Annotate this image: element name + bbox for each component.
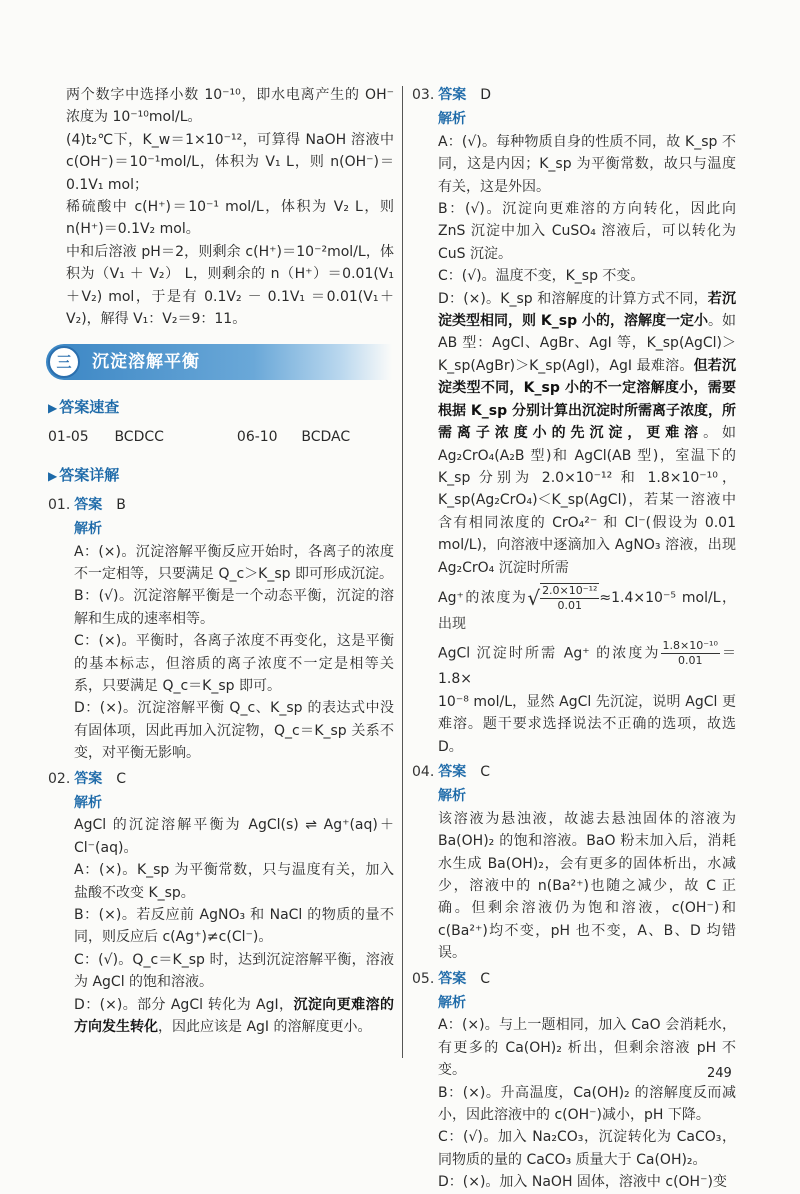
fraction: $\frac{\text{2.0×10⁻¹²}}{0.01}$	[542, 583, 598, 612]
answer-label: 答案	[438, 763, 467, 780]
analysis-text: D：(×)。加入 NaOH 固体，溶液中 c(OH⁻)变	[438, 1174, 727, 1191]
question-header: 05. 答案 C	[412, 970, 491, 987]
text-block: 稀硫酸中 c(H⁺)＝10⁻¹ mol/L，体积为 V₂ L，则 n(H⁺)＝0.1V₂ mol。	[66, 199, 394, 238]
page-number: 249	[707, 1066, 732, 1081]
analysis-text: D：(×)。沉淀溶解平衡 Q_c、K_sp 的表达式中没有固体项，因此再加入沉淀物，Q_c＝K_sp 关系不变，对平衡无影响。	[74, 700, 394, 762]
quick-check-heading: ▶ 答案速查	[48, 398, 120, 417]
text-block: (4)t₂℃下，K_w＝1×10⁻¹²，可算得 NaOH 溶液中 c(OH⁻)＝10⁻¹mol/L，体积为 V₁ L，则 n(OH⁻)＝0.1V₁ mol；	[66, 131, 394, 193]
answer-value: C	[480, 970, 491, 987]
analysis-text: D：(×)。K_sp 和溶解度的计算方式不同，若沉淀类型相同，则 K_sp 小的，溶解度一定小。如 AB 型：AgCl、AgBr、AgI 等，K_sp(AgCl)＞K_sp(AgBr)＞K_sp(AgI)，AgI 最难溶。但若沉淀类型不同，K_sp 小的不一定溶解度小，需要根据 K_sp 分别计算出沉淀时所需离子浓度，所需离子浓度小的先沉淀，更难溶。如 Ag₂CrO₄(A₂B 型)和 AgCl(AB 型)，室温下的 K_sp 分别为 2.0×10⁻¹² 和 1.8×10⁻¹⁰，K_sp(Ag₂CrO₄)＜K_sp(AgCl)，若某一溶液中含有相同浓度的 CrO₄²⁻ 和 Cl⁻(假设为 0.01 mol/L)，向溶液中逐滴加入 AgNO₃ 溶液，出现 Ag₂CrO₄ 沉淀时所需	[438, 290, 737, 576]
analysis-text: A：(×)。与上一题相同，加入 CaO 会消耗水，有更多的 Ca(OH)₂ 析出，但剩余溶液 pH 不变。	[438, 1017, 736, 1079]
question-header: 04. 答案 C	[412, 763, 491, 780]
analysis-text: A：(×)。沉淀溶解平衡反应开始时，各离子的浓度不一定相等，只要满足 Q_c＞K_sp 即可形成沉淀。	[74, 543, 394, 582]
text-block: 两个数字中选择小数 10⁻¹⁰，即水电离产生的 OH⁻ 浓度为 10⁻¹⁰mol/L。	[66, 87, 394, 126]
answer-value: C	[480, 763, 491, 780]
question-header: 02. 答案 C	[48, 770, 127, 787]
answer-letters: BCDAC	[301, 428, 351, 445]
analysis-text: C：(×)。平衡时，各离子浓度不再变化，这是平衡的基本标志，但溶质的离子浓度不一定是相等关系，只要满足 Q_c＝K_sp 即可。	[74, 633, 394, 694]
analysis-label: 解析	[438, 111, 466, 128]
section-title: 沉淀溶解平衡	[92, 352, 200, 373]
section-banner	[46, 344, 392, 380]
analysis-label: 解析	[438, 788, 466, 805]
left-column	[48, 84, 394, 1038]
analysis-text: C：(√)。Q_c＝K_sp 时，达到沉淀溶解平衡，溶液为 AgCl 的饱和溶液。	[74, 951, 394, 991]
analysis-label: 解析	[438, 995, 466, 1012]
section-number-icon: 三	[48, 346, 80, 378]
answer-value: C	[116, 770, 127, 787]
detail-heading: ▶ 答案详解	[48, 466, 120, 485]
formula-line: AgCl 沉淀时所需 Ag⁺ 的浓度为 $\frac{\text{1.8×10⁻¹⁰}}{0.01}$ ＝1.8×	[438, 639, 736, 688]
analysis-text: C：(√)。温度不变，K_sp 不变。	[438, 268, 645, 285]
analysis-text: B：(√)。沉淀溶解平衡是一个动态平衡，沉淀的溶解和生成的速率相等。	[74, 588, 394, 627]
formula-line: Ag⁺的浓度为√ $\frac{\text{2.0×10⁻¹²}}{0.01}$ ≈1.4×10⁻⁵ mol/L，出现	[438, 583, 736, 632]
answer-letters: BCDCC	[114, 428, 164, 445]
analysis-text: A：(×)。K_sp 为平衡常数，只与温度有关，加入盐酸不改变 K_sp。	[74, 862, 394, 901]
emphasis-text: 若沉淀类型相同，则 K_sp 小的，溶解度一定小	[438, 290, 737, 330]
quick-answers	[48, 426, 394, 448]
analysis-text: AgCl 的沉淀溶解平衡为 AgCl(s) ⇌ Ag⁺(aq)＋Cl⁻(aq)。	[74, 817, 394, 856]
answer-range: 01-05	[48, 428, 89, 445]
answer-label: 答案	[438, 87, 467, 103]
analysis-label: 解析	[74, 794, 102, 811]
right-column	[412, 84, 736, 1194]
fraction: $\frac{\text{1.8×10⁻¹⁰}}{0.01}$	[662, 639, 718, 668]
analysis-text: C：(√)。加入 Na₂CO₃，沉淀转化为 CaCO₃，同物质的量的 CaCO₃ 质量大于 Ca(OH)₂。	[438, 1129, 736, 1168]
analysis-text: B：(√)。沉淀向更难溶的方向转化，因此向 ZnS 沉淀中加入 CuSO₄ 溶液后，可以转化为 CuS 沉淀。	[438, 201, 736, 262]
analysis-text: 10⁻⁸ mol/L，显然 AgCl 先沉淀，说明 AgCl 更难溶。题干要求选择说法不正确的选项，故选 D。	[438, 693, 736, 755]
answer-range: 06-10	[236, 428, 278, 445]
column-divider	[402, 86, 403, 1058]
text-block: 中和后溶液 pH＝2，则剩余 c(H⁺)＝10⁻²mol/L，体积为（V₁ ＋ V₂） L，则剩余的 n（H⁺）＝0.01(V₁＋V₂) mol，于是有 0.1V₂ － 0.1V₁ ＝0.01(V₁＋V₂)，解得 V₁：V₂＝9：11。	[66, 243, 394, 328]
answer-label: 答案	[74, 496, 103, 513]
answer-label: 答案	[438, 970, 467, 987]
analysis-text: B：(×)。若反应前 AgNO₃ 和 NaCl 的物质的量不同，则反应后 c(Ag⁺)≠c(Cl⁻)。	[74, 907, 394, 946]
analysis-text: A：(√)。每种物质自身的性质不同，故 K_sp 不同，这是内因；K_sp 为平衡常数，故只与温度有关，这是外因。	[438, 133, 736, 195]
question-header: 01. 答案 B	[48, 496, 126, 513]
answer-label: 答案	[74, 770, 103, 787]
emphasis-text: 沉淀向更难溶的方向发生转化	[74, 996, 394, 1036]
analysis-text: B：(×)。升高温度，Ca(OH)₂ 的溶解度反而减小，因此溶液中的 c(OH⁻)减小，pH 下降。	[438, 1084, 736, 1124]
analysis-label: 解析	[74, 521, 102, 538]
triangle-bullet-icon: ▶	[48, 401, 58, 416]
emphasis-text: 但若沉淀类型不同，K_sp 小的不一定溶解度小，需要根据 K_sp 分别计算出沉淀时所需离子浓度，所需离子浓度小的先沉淀，更难溶	[438, 357, 736, 442]
answer-value: B	[116, 496, 126, 513]
answer-value: D	[480, 87, 492, 103]
analysis-text: D：(×)。部分 AgCl 转化为 AgI，沉淀向更难溶的方向发生转化，因此应该是 AgI 的溶解度更小。	[74, 996, 394, 1036]
triangle-bullet-icon: ▶	[48, 469, 58, 484]
analysis-text: 该溶液为悬浊液，故滤去悬浊固体的溶液为 Ba(OH)₂ 的饱和溶液。BaO 粉末加入后，消耗水生成 Ba(OH)₂，会有更多的固体析出，水减少，溶液中的 n(Ba²⁺)也随之减少，故 C 正确。但剩余溶液仍为饱和溶液，c(OH⁻)和 c(Ba²⁺)均不变，pH 也不变，A、B、D 均错误。	[438, 810, 736, 962]
sqrt-icon: √	[527, 585, 541, 610]
question-header: 03. 答案 D	[412, 87, 492, 103]
